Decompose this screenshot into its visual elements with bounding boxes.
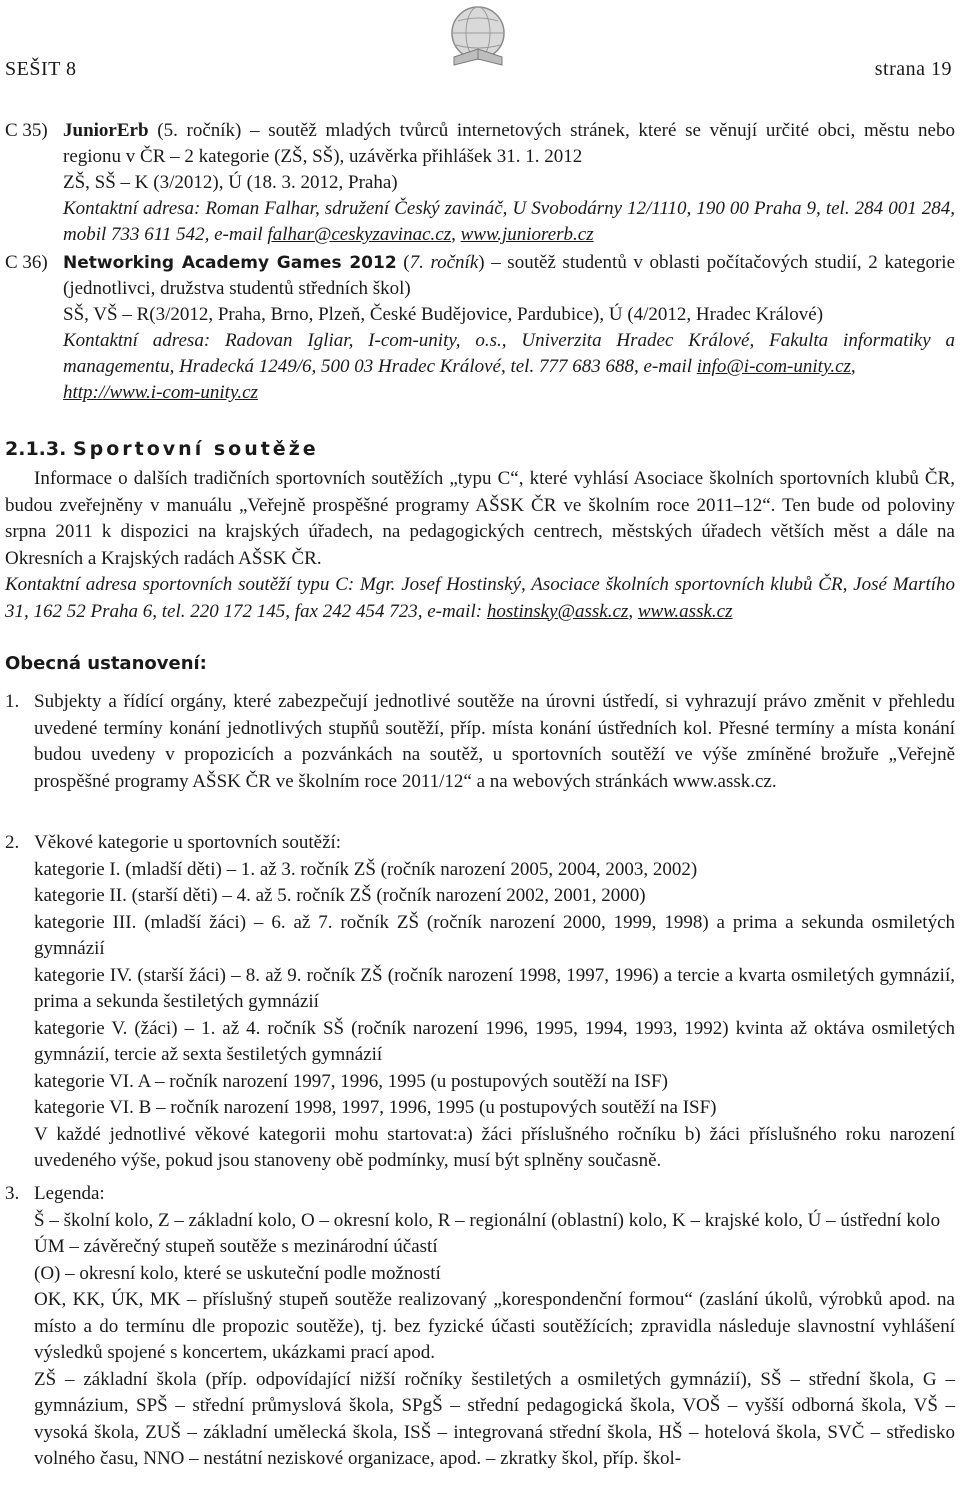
list-number: 1.: [5, 691, 20, 712]
list-item-1: [5, 689, 955, 795]
email-link[interactable]: hostinsky@assk.cz: [486, 600, 629, 622]
entry-c35: [5, 118, 955, 248]
entry-title: Networking Academy Games 2012: [63, 253, 397, 273]
header-left: SEŠIT 8: [5, 58, 77, 80]
list-text: Subjekty a řídící orgány, které zabezpečují jednotlivé soutěže na úrovni ústředí, si vyhrazují právo změnit v přehledu uvedené termíny konání jednotlivých stupňů soutěží, příp. místa konání ústředních kol. Přesné termíny a místa konání budou uvedeny v propozicích a pozvánkách na soutěž, u sportovních soutěží ve výše zmíněné brožuře „Veřejně prospěšné programy AŠSK ČR ve školním roce 2011/12“ a na webových stránkách www.assk.cz.: [34, 691, 955, 792]
email-link[interactable]: info@i-com-unity.cz: [696, 356, 851, 377]
web-link[interactable]: http://www.i-com-unity.cz: [63, 382, 258, 403]
separator: ,: [451, 224, 461, 245]
category-line: kategorie V. (žáci) – 1. až 4. ročník SŠ (ročník narození 1996, 1995, 1994, 1993, 1992) kvinta až oktáva osmiletých gymnázií, tercie až sexta šestiletých gymnázií: [34, 1017, 955, 1065]
section-number: 2.1.3.: [5, 438, 67, 460]
section-contact: Kontaktní adresa sportovních soutěží typu C: Mgr. Josef Hostinský, Asociace školních sportovních klubů ČR, José Martího 31, 162 52 Praha 6, tel. 220 172 145, fax 242 454 723, e-mail:: [5, 574, 955, 622]
list-number: 3.: [5, 1183, 20, 1204]
legend-line: ZŠ – základní škola (příp. odpovídající nižší ročníky šestiletých a osmiletých gymnázií), SŠ – střední škola, G – gymnázium, SPŠ – střední průmyslová škola, SPgŠ – střední pedagogická škola, VOŠ – vyšší odborná škola, VŠ – vysoká škola, ZUŠ – základní umělecká škola, ISŠ – integrovaná střední škola, HŠ – hotelová škola, SVČ – středisko volného času, NNO – nestátní neziskové organizace, apod. – zkratky škol, příp. škol-: [34, 1368, 955, 1469]
section-title: Sportovní soutěže: [72, 438, 319, 460]
list-intro: Věkové kategorie u sportovních soutěží:: [34, 832, 342, 853]
list-intro: Legenda:: [34, 1183, 105, 1204]
entry-label: C 35): [5, 120, 48, 141]
entry-title: JuniorErb: [63, 120, 149, 141]
entry-contact: Kontaktní adresa: Radovan Igliar, I-com-unity, o.s., Univerzita Hradec Králové, Fakulta informatiky a managementu, Hradecká 1249/6, 500 03 Hradec Králové, tel. 777 683 688, e-mail: [63, 330, 955, 377]
legend-line: Š – školní kolo, Z – základní kolo, O – okresní kolo, R – regionální (oblastní) kolo, K – krajské kolo, Ú – ústřední kolo: [34, 1209, 941, 1231]
category-line: kategorie VI. B – ročník narození 1998, 1997, 1996, 1995 (u postupových soutěží na ISF): [34, 1097, 717, 1118]
list-number: 2.: [5, 832, 20, 853]
legend-line: ÚM – závěrečný stupeň soutěže s mezinárodní účastí: [34, 1236, 438, 1257]
globe-book-logo-icon: [444, 3, 512, 71]
email-link[interactable]: falhar@ceskyzavinac.cz: [267, 224, 452, 245]
entry-rocnik: 7. ročník: [409, 252, 479, 273]
category-line: kategorie IV. (starší žáci) – 8. až 9. ročník ZŠ (ročník narození 1998, 1997, 1996) a tercie a kvarta osmiletých gymnázií, prima a sekunda šestiletých gymnázií: [34, 964, 955, 1012]
separator: ,: [850, 356, 856, 377]
obecna-heading: Obecná ustanovení:: [5, 653, 207, 674]
web-link[interactable]: www.juniorerb.cz: [460, 224, 594, 245]
entry-c36: [5, 250, 955, 406]
separator: ,: [628, 600, 638, 622]
list-item-2: [5, 830, 955, 1175]
list-item-3: [5, 1181, 955, 1473]
entry-description: (5. ročník) – soutěž mladých tvůrců internetových stránek, které se věnují určité obci, městu nebo regionu v ČR – 2 kategorie (ZŠ, SŠ), uzávěrka přihlášek 31. 1. 2012: [63, 120, 955, 167]
category-line: kategorie I. (mladší děti) – 1. až 3. ročník ZŠ (ročník narození 2005, 2004, 2003, 2002): [34, 858, 698, 880]
web-link[interactable]: www.assk.cz: [637, 600, 733, 622]
entry-schedule: ZŠ, SŠ – K (3/2012), Ú (18. 3. 2012, Praha): [63, 172, 398, 193]
entry-contact: Kontaktní adresa: Roman Falhar, sdružení Český zavináč, U Svobodárny 12/1110, 190 00 Praha 9, tel. 284 001 284, mobil 733 611 542, e-mail: [63, 198, 955, 245]
category-line: kategorie VI. A – ročník narození 1997, 1996, 1995 (u postupových soutěží na ISF): [34, 1070, 668, 1092]
legend-line: OK, KK, ÚK, MK – příslušný stupeň soutěže realizovaný „korespondenční formou“ (zaslání úkolů, výrobků apod. na místo a do termínu dle propozic soutěže), tj. bez fyzické účasti soutěžících; zpravidla následuje slavnostní vyhlášení výsledků spojené s koncertem, ukázkami prací apod.: [34, 1289, 955, 1363]
page-number: strana 19: [874, 58, 952, 80]
category-line: kategorie II. (starší děti) – 4. až 5. ročník ZŠ (ročník narození 2002, 2001, 2000): [34, 885, 646, 906]
entry-label: C 36): [5, 252, 48, 273]
legend-line: (O) – okresní kolo, které se uskuteční podle možností: [34, 1262, 441, 1284]
section-heading: [5, 438, 319, 460]
category-note: V každé jednotlivé věkové kategorii mohu startovat:a) žáci příslušného ročníku b) žáci příslušného roku narození uvedeného výše, pokud jsou stanoveny obě podmínky, musí být splněny současně.: [34, 1123, 955, 1171]
paren-open: (: [396, 252, 410, 273]
section-paragraph: [5, 466, 955, 625]
entry-description: ) – soutěž studentů v oblasti počítačových studií, 2 kategorie (jednotlivci, družstva studentů středních škol): [63, 252, 956, 299]
category-line: kategorie III. (mladší žáci) – 6. až 7. ročník ZŠ (ročník narození 2000, 1999, 1998) a prima a sekunda osmiletých gymnázií: [34, 911, 955, 959]
entry-schedule: SŠ, VŠ – R(3/2012, Praha, Brno, Plzeň, České Budějovice, Pardubice), Ú (4/2012, Hradec Králové): [63, 304, 824, 325]
section-text: Informace o dalších tradičních sportovních soutěžích „typu C“, které vyhlásí Asociace školních sportovních klubů ČR, budou zveřejněny v manuálu „Veřejně prospěšné programy AŠSK ČR ve školním roce 2011–12“. Ten bude od poloviny srpna 2011 k dispozici na krajských úřadech, na pedagogických centrech, městských úřadech větších měst a dále na Okresních a Krajských radách AŠSK ČR.: [5, 468, 955, 569]
